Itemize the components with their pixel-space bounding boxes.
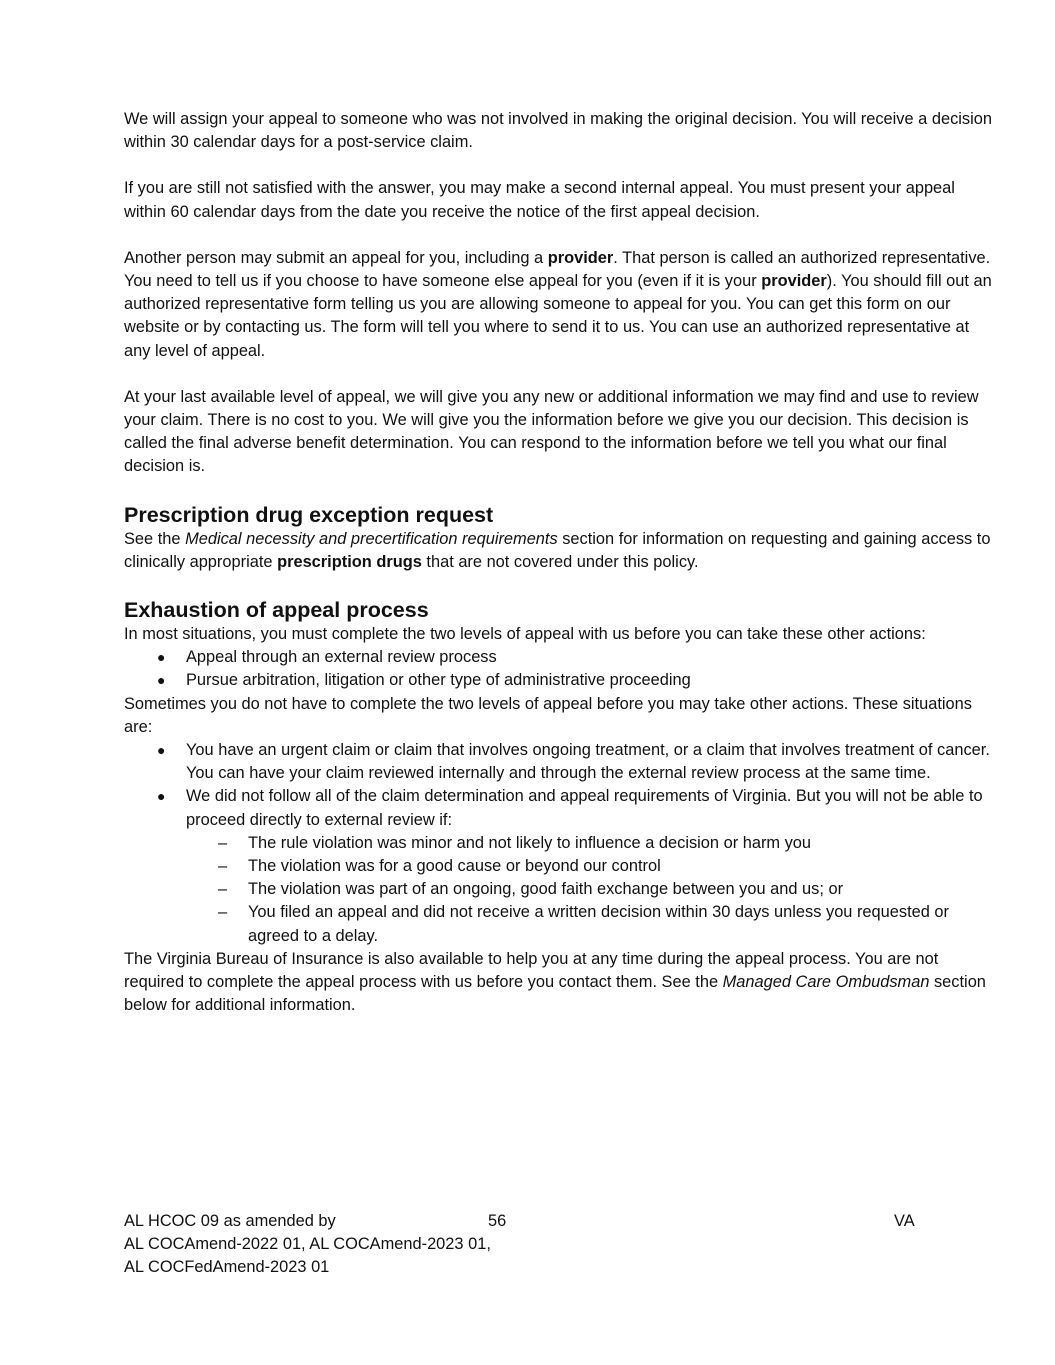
- section-intro: In most situations, you must complete the two levels of appeal with us before you can take these other actions:: [124, 625, 926, 644]
- list-item: – The violation was for a good cause or beyond our control: [186, 855, 994, 878]
- text-run: Another person may submit an appeal for you, including a: [124, 248, 548, 267]
- dash-icon: –: [218, 903, 228, 922]
- footer-form-numbers: [124, 1210, 491, 1280]
- list-item: ● You have an urgent claim or claim that involves ongoing treatment, or a claim that involves treatment of cancer. You can have your claim reviewed internally and through the external review process at the same time.: [157, 741, 990, 783]
- bullet-list-exceptions: [124, 739, 994, 948]
- section-heading: Exhaustion of appeal process: [124, 598, 429, 623]
- list-item: – You filed an appeal and did not receive a written decision within 30 days unless you requested or agreed to a delay.: [218, 903, 950, 945]
- section-intro-exceptions: Sometimes you do not have to complete the two levels of appeal before you may take other actions. These situations are:: [124, 694, 972, 736]
- paragraph-reviewer-assignment: We will assign your appeal to someone who was not involved in making the original decision. You will receive a decision within 30 calendar days for a post-service claim.: [124, 110, 992, 152]
- paragraph-bureau-of-insurance: [124, 948, 994, 1018]
- text-run: See the: [124, 529, 186, 548]
- italic-reference: Medical necessity and precertification requirements: [185, 529, 558, 548]
- bullet-dot-icon: ●: [157, 788, 166, 805]
- text-run: section for information on requesting and gaining access to clinically appropriate: [124, 529, 991, 571]
- footer-line: AL COCAmend-2022 01, AL COCAmend-2023 01,: [124, 1235, 491, 1254]
- page-number: 56: [488, 1212, 507, 1230]
- list-item: – The violation was part of an ongoing, good faith exchange between you and us; or: [186, 878, 994, 901]
- dash-icon: –: [218, 880, 228, 899]
- text-run: ). You should fill out an authorized representative form telling us you are allowing someone to appeal for you. You can get this form on our website or by contacting us. The form will tell you where to send it to us. You can use an authorized representative at any level of appeal.: [124, 272, 992, 360]
- bullet-dot-icon: ●: [157, 672, 166, 689]
- text-run: that are not covered under this policy.: [421, 552, 699, 571]
- bullet-list-other-actions: [124, 646, 994, 692]
- paragraph-second-appeal: If you are still not satisfied with the answer, you may make a second internal appeal. You must present your appeal within 60 calendar days from the date you receive the notice of the first appeal decision.: [124, 179, 955, 221]
- footer-state: VA: [894, 1212, 915, 1230]
- text-run: The Virginia Bureau of Insurance is also available to help you at any time during the appeal process. You are not required to complete the appeal process with us before you contact them. See the: [124, 949, 939, 992]
- dash-list-violation-exceptions: [186, 832, 994, 948]
- list-item: ● Appeal through an external review process: [124, 646, 994, 669]
- list-item: – The rule violation was minor and not likely to influence a decision or harm you: [186, 832, 994, 855]
- section-heading: Prescription drug exception request: [124, 502, 494, 527]
- bold-term-provider: provider: [547, 248, 614, 267]
- bold-term-prescription-drugs: prescription drugs: [277, 552, 422, 571]
- list-item: ● Pursue arbitration, litigation or other type of administrative proceeding: [124, 669, 994, 692]
- dash-icon: –: [218, 833, 228, 852]
- dash-icon: –: [218, 857, 228, 876]
- bullet-dot-icon: ●: [157, 649, 166, 666]
- text-run: . That person is called an authorized representative. You need to tell us if you choose to have someone else appeal for you (even if it is your: [124, 248, 991, 291]
- text-run: section below for additional information.: [124, 973, 986, 1015]
- footer-line: AL HCOC 09 as amended by: [124, 1212, 336, 1230]
- paragraph-final-adverse-determination: At your last available level of appeal, we will give you any new or additional information we may find and use to review your claim. There is no cost to you. We will give you the information before we give you our decision. This decision is called the final adverse benefit determination. You can respond to the information before we tell you what our final decision is.: [124, 387, 979, 476]
- italic-reference: Managed Care Ombudsman: [722, 973, 930, 992]
- section-exhaustion-of-appeal: [124, 597, 994, 1017]
- section-prescription-drug-exception: [124, 502, 994, 574]
- document-body: [124, 108, 994, 1041]
- bold-term-provider: provider: [761, 272, 827, 291]
- section-text: [124, 528, 994, 574]
- bullet-dot-icon: ●: [157, 742, 166, 759]
- list-item: ● We did not follow all of the claim determination and appeal requirements of Virginia. But you will not be able to proceed directly to external review if: – The rule violation was minor and not likely to influence a decision or harm you – The violation was for a good cause or beyond our control – The violation was part of an ongoing, good faith exchange between you and us; or – You filed an appeal and did not receive a written decision within 30 days unless you requested or agreed to a delay.: [124, 785, 994, 947]
- paragraph-authorized-representative: [124, 247, 994, 363]
- footer-line: AL COCFedAmend-2023 01: [124, 1258, 330, 1277]
